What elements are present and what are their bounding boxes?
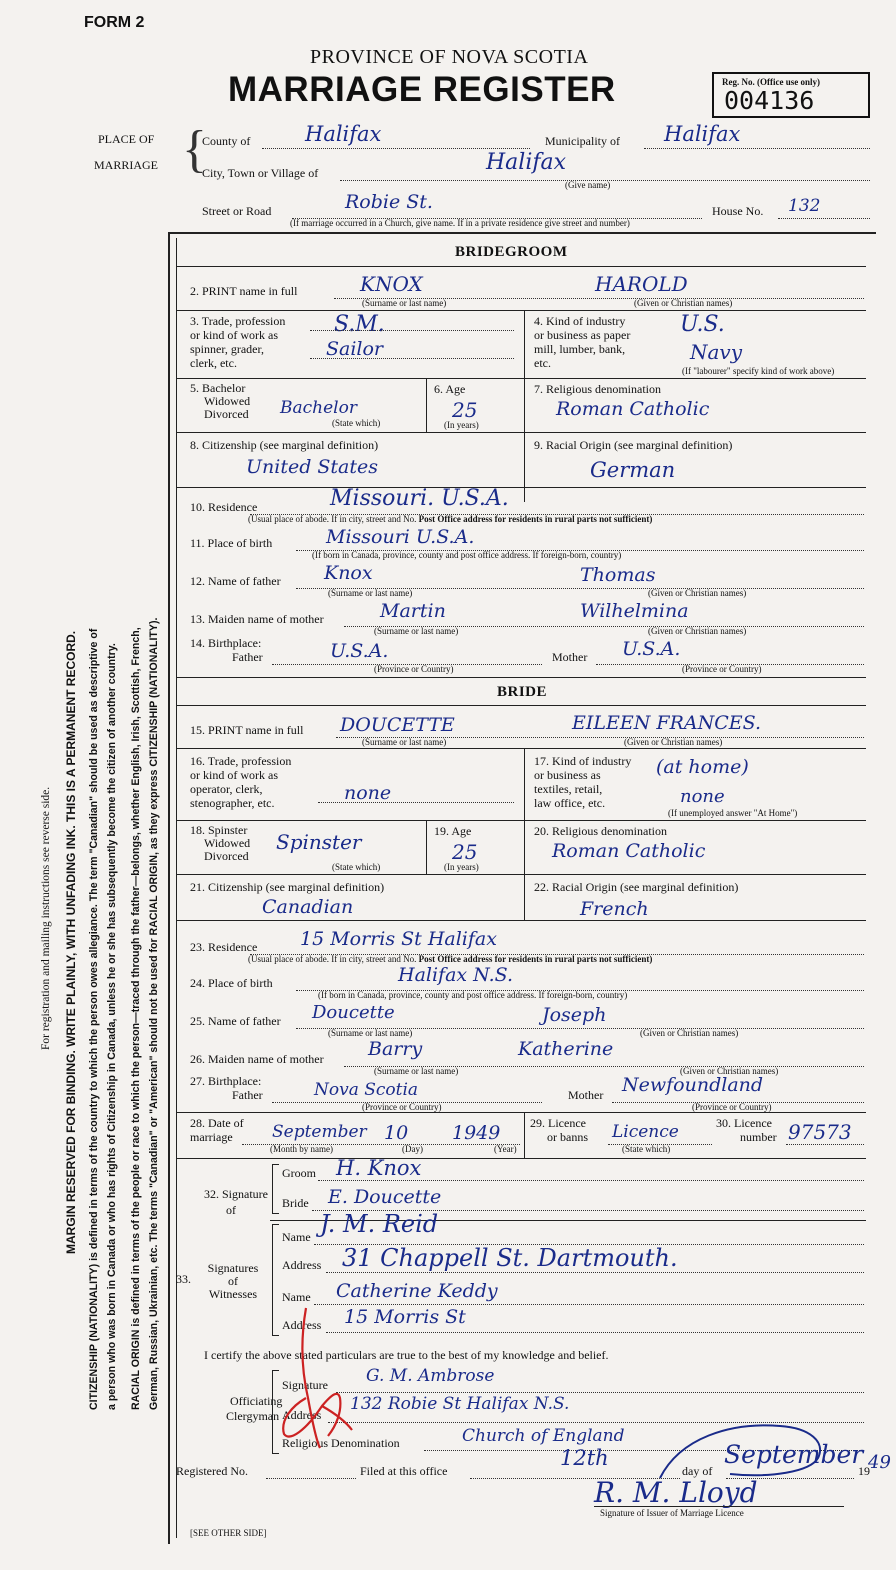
groom-bp-father: U.S.A. bbox=[330, 640, 389, 662]
bride-surname-sub: (Surname or last name) bbox=[362, 737, 447, 747]
issuer-signature: R. M. Lloyd bbox=[594, 1476, 758, 1509]
bride-residence-sub: (Usual place of abode. If in city, street and No. Post Office address for residents in rural parts not sufficient) bbox=[248, 954, 653, 964]
signature-label: 32. Signature of bbox=[204, 1187, 268, 1217]
groom-father-sub1: (Surname or last name) bbox=[328, 588, 413, 598]
groom-mother-sub1: (Surname or last name) bbox=[374, 626, 459, 636]
margin-binding-note: MARGIN RESERVED FOR BINDING. WRITE PLAINLY, WITH UNFADING INK. THIS IS A PERMANENT RECORD. bbox=[64, 630, 78, 1254]
groom-mother-given: Wilhelmina bbox=[580, 600, 689, 622]
page-title: MARRIAGE REGISTER bbox=[228, 70, 616, 109]
bride-name-label: 15. PRINT name in full bbox=[190, 723, 304, 737]
w1-name-label: Name bbox=[282, 1230, 311, 1244]
w2-name-label: Name bbox=[282, 1290, 311, 1304]
bride-religion-label: 20. Religious denomination bbox=[534, 824, 667, 838]
province-heading: PROVINCE OF NOVA SCOTIA bbox=[310, 46, 589, 68]
filed-year-prefix: 19 bbox=[858, 1464, 870, 1478]
groom-industry-sub: (If "labourer" specify kind of work above) bbox=[682, 366, 835, 376]
groom-bp-mother: U.S.A. bbox=[622, 638, 681, 660]
witness2-name: Catherine Keddy bbox=[336, 1280, 498, 1302]
bride-trade: none bbox=[344, 782, 392, 804]
groom-citizenship: United States bbox=[246, 456, 379, 478]
groom-residence-label: 10. Residence bbox=[190, 500, 258, 514]
groom-bp-father-label: Father bbox=[232, 650, 263, 664]
licence-type: Licence bbox=[612, 1122, 679, 1142]
day-of-label: day of bbox=[682, 1464, 713, 1478]
bride-given-sub: (Given or Christian names) bbox=[624, 737, 723, 747]
filed-day: 12th bbox=[560, 1446, 609, 1470]
groom-birth-sub: (If born in Canada, province, county and post office address. If foreign-born, country) bbox=[312, 550, 622, 560]
bride-surname: DOUCETTE bbox=[340, 714, 455, 736]
clergy-label: Officiating Clergyman bbox=[226, 1394, 283, 1423]
witness1-address: 31 Chappell St. Dartmouth. bbox=[342, 1244, 678, 1272]
groom-citizenship-label: 8. Citizenship (see marginal definition) bbox=[190, 438, 379, 452]
bride-status-sub: (State which) bbox=[332, 862, 381, 872]
groom-residence: Missouri. U.S.A. bbox=[330, 486, 509, 511]
street-label: Street or Road bbox=[202, 204, 272, 218]
groom-trade-label: 3. Trade, profession or kind of work as spinner, grader, clerk, etc. bbox=[190, 314, 286, 370]
bride-mother-sub2: (Given or Christian names) bbox=[680, 1066, 779, 1076]
licence-type-label: 29. Licence or banns bbox=[530, 1116, 588, 1144]
bride-age-label: 19. Age bbox=[434, 824, 472, 838]
bride-residence: 15 Morris St Halifax bbox=[300, 928, 497, 950]
w1-addr-label: Address bbox=[282, 1258, 322, 1272]
marriage-day: 10 bbox=[384, 1122, 409, 1144]
groom-bp-mother-label: Mother bbox=[552, 650, 588, 664]
place-brace: { bbox=[182, 121, 207, 178]
county-value: Halifax bbox=[305, 122, 382, 146]
filed-label: Filed at this office bbox=[360, 1464, 448, 1478]
margin-citizenship-2: a person who was born in Canada or who has rights of Citizenship in Canada, unless he or she has subsequently become the citizen of another country. bbox=[106, 643, 118, 1410]
groom-trade: S.M. bbox=[334, 312, 385, 337]
bride-given: EILEEN FRANCES. bbox=[572, 712, 762, 734]
witness2-address: 15 Morris St bbox=[344, 1306, 466, 1328]
groom-father-sub2: (Given or Christian names) bbox=[648, 588, 747, 598]
reg-number-value: 004136 bbox=[724, 86, 815, 115]
groom-industry-2: Navy bbox=[690, 340, 743, 364]
bride-bp-father-label: Father bbox=[232, 1088, 263, 1102]
street-value: Robie St. bbox=[345, 191, 433, 213]
groom-mother-sub2: (Given or Christian names) bbox=[648, 626, 747, 636]
groom-racial-label: 9. Racial Origin (see marginal definition) bbox=[534, 438, 733, 452]
clergy-denomination: Church of England bbox=[462, 1426, 625, 1446]
groom-mother-surname: Martin bbox=[380, 600, 446, 622]
bride-father-surname: Doucette bbox=[312, 1002, 395, 1023]
groom-father-surname: Knox bbox=[324, 562, 373, 584]
groom-mother-label: 13. Maiden name of mother bbox=[190, 612, 324, 626]
bride-father-sub1: (Surname or last name) bbox=[328, 1028, 413, 1038]
groom-status: Bachelor bbox=[280, 398, 357, 418]
bride-father-given: Joseph bbox=[542, 1004, 607, 1026]
bride-birth-label: 24. Place of birth bbox=[190, 976, 273, 990]
bride-trade-label: 16. Trade, profession or kind of work as operator, clerk, stenographer, etc. bbox=[190, 754, 292, 810]
bride-status: Spinster bbox=[276, 830, 362, 854]
place-label-1: PLACE OF bbox=[98, 132, 155, 146]
groom-signature: H. Knox bbox=[336, 1156, 422, 1180]
red-check-mark bbox=[266, 1302, 362, 1452]
bride-heading: BRIDE bbox=[497, 684, 548, 700]
groom-religion-label: 7. Religious denomination bbox=[534, 382, 661, 396]
issuer-flourish bbox=[650, 1418, 830, 1488]
groom-status-label: 5. Bachelor Widowed Divorced bbox=[190, 381, 251, 421]
witness-num: 33. bbox=[176, 1272, 191, 1286]
bride-industry-label: 17. Kind of industry or business as textiles, retail, law office, etc. bbox=[534, 754, 632, 810]
bride-birth: Halifax N.S. bbox=[398, 964, 513, 986]
bride-mother-given: Katherine bbox=[518, 1038, 614, 1060]
licence-type-sub: (State which) bbox=[622, 1144, 671, 1154]
clergy-address: 132 Robie St Halifax N.S. bbox=[350, 1394, 570, 1414]
clergy-sig-label: Signature bbox=[282, 1378, 328, 1392]
groom-industry: U.S. bbox=[680, 312, 725, 337]
city-label: City, Town or Village of bbox=[202, 166, 319, 180]
clergy-denom-label: Religious Denomination bbox=[282, 1436, 400, 1450]
registered-no-label: Registered No. bbox=[176, 1464, 248, 1478]
bride-religion: Roman Catholic bbox=[552, 840, 706, 862]
margin-instructions: For registration and mailing instructions see reverse side. bbox=[40, 786, 52, 1050]
bride-father-label: 25. Name of father bbox=[190, 1014, 281, 1028]
bride-birth-sub: (If born in Canada, province, county and post office address. If foreign-born, country) bbox=[318, 990, 628, 1000]
bride-age-sub: (In years) bbox=[444, 862, 479, 872]
groom-bp-sub2: (Province or Country) bbox=[682, 664, 762, 674]
reg-number-label: Reg. No. (Office use only) bbox=[722, 77, 820, 87]
marriage-month: September bbox=[272, 1122, 367, 1142]
bride-citizenship: Canadian bbox=[262, 896, 354, 918]
bride-citizenship-label: 21. Citizenship (see marginal definition) bbox=[190, 880, 385, 894]
bride-industry-2: none bbox=[680, 786, 725, 807]
w2-addr-label: Address bbox=[282, 1318, 322, 1332]
bride-industry-sub: (If unemployed answer "At Home") bbox=[668, 808, 798, 818]
bride-bp-mother-label: Mother bbox=[568, 1088, 604, 1102]
groom-racial: German bbox=[590, 458, 676, 482]
witness1-name: J. M. Reid bbox=[320, 1210, 439, 1238]
groom-trade-2: Sailor bbox=[326, 338, 384, 360]
groom-father-label: 12. Name of father bbox=[190, 574, 281, 588]
groom-religion: Roman Catholic bbox=[556, 398, 710, 420]
reg-number-box bbox=[712, 72, 870, 118]
bride-residence-label: 23. Residence bbox=[190, 940, 258, 954]
groom-age-sub: (In years) bbox=[444, 420, 479, 430]
bride-bp-label: 27. Birthplace: bbox=[190, 1074, 262, 1088]
place-label-2: MARRIAGE bbox=[94, 158, 159, 172]
bridegroom-heading: BRIDEGROOM bbox=[455, 244, 568, 260]
certify-statement: I certify the above stated particulars are true to the best of my knowledge and belief. bbox=[204, 1348, 609, 1362]
city-value: Halifax bbox=[486, 150, 567, 175]
licence-number: 97573 bbox=[788, 1120, 852, 1144]
bride-industry: (at home) bbox=[656, 756, 749, 778]
groom-status-sub: (State which) bbox=[332, 418, 381, 428]
bride-status-label: 18. Spinster Widowed Divorced bbox=[190, 823, 251, 863]
groom-birth-label: 11. Place of birth bbox=[190, 536, 273, 550]
groom-age-label: 6. Age bbox=[434, 382, 466, 396]
groom-bp-label: 14. Birthplace: bbox=[190, 636, 262, 650]
bride-mother-sub1: (Surname or last name) bbox=[374, 1066, 459, 1076]
groom-given: HAROLD bbox=[595, 272, 688, 296]
bride-bp-sub1: (Province or Country) bbox=[362, 1102, 442, 1112]
bride-bp-mother: Newfoundland bbox=[622, 1074, 764, 1096]
groom-age: 25 bbox=[452, 398, 478, 422]
bride-mother-surname: Barry bbox=[368, 1038, 423, 1060]
clergy-signature: G. M. Ambrose bbox=[366, 1366, 495, 1386]
groom-surname: KNOX bbox=[360, 272, 423, 296]
bride-age: 25 bbox=[452, 840, 478, 864]
marriage-year-sub: (Year) bbox=[494, 1144, 517, 1154]
groom-birth: Missouri U.S.A. bbox=[326, 526, 475, 548]
form-number: FORM 2 bbox=[84, 14, 145, 31]
county-label: County of bbox=[202, 134, 251, 148]
bride-bp-sub2: (Province or Country) bbox=[692, 1102, 772, 1112]
groom-industry-label: 4. Kind of industry or business as paper mill, lumber, bank, etc. bbox=[534, 314, 631, 370]
groom-bp-sub1: (Province or Country) bbox=[374, 664, 454, 674]
bride-sig-label: Bride bbox=[282, 1196, 309, 1210]
groom-father-given: Thomas bbox=[580, 564, 656, 586]
witness-label: Signatures of Witnesses bbox=[207, 1261, 259, 1301]
bride-racial: French bbox=[580, 898, 649, 920]
filed-year: 49 bbox=[868, 1452, 891, 1473]
marriage-date-label: 28. Date of marriage bbox=[190, 1116, 244, 1144]
marriage-year: 1949 bbox=[452, 1122, 501, 1144]
bride-father-sub2: (Given or Christian names) bbox=[640, 1028, 739, 1038]
margin-racial-1: RACIAL ORIGIN is defined in terms of the people or race to which the person—traced through the father—belongs, whether English, Irish, Scottish, French, bbox=[130, 627, 142, 1410]
city-sublabel: (Give name) bbox=[565, 180, 611, 190]
municipality-label: Municipality of bbox=[545, 134, 620, 148]
marriage-month-sub: (Month by name) bbox=[270, 1144, 333, 1154]
see-other-side: [SEE OTHER SIDE] bbox=[190, 1528, 267, 1538]
street-note: (If marriage occurred in a Church, give name. If in a private residence give street and number) bbox=[290, 218, 630, 228]
groom-given-sub: (Given or Christian names) bbox=[634, 298, 733, 308]
groom-surname-sub: (Surname or last name) bbox=[362, 298, 447, 308]
municipality-value: Halifax bbox=[664, 122, 741, 146]
house-label: House No. bbox=[712, 204, 764, 218]
house-value: 132 bbox=[788, 196, 821, 216]
issuer-label: Signature of Issuer of Marriage Licence bbox=[600, 1508, 744, 1518]
groom-residence-sub: (Usual place of abode. If in city, street and No. Post Office address for residents in rural parts not sufficient) bbox=[248, 514, 653, 524]
licence-number-label: 30. Licence number bbox=[716, 1116, 777, 1144]
bride-mother-label: 26. Maiden name of mother bbox=[190, 1052, 324, 1066]
clergy-addr-label: Address bbox=[282, 1408, 322, 1422]
margin-citizenship-1: CITIZENSHIP (NATIONALITY) is defined in terms of the country to which the person owes allegiance. The term "Canadian" should be used as descriptive of bbox=[88, 628, 100, 1410]
bride-signature: E. Doucette bbox=[328, 1186, 442, 1208]
marriage-day-sub: (Day) bbox=[402, 1144, 423, 1154]
groom-sig-label: Groom bbox=[282, 1166, 316, 1180]
filed-month: September bbox=[724, 1440, 864, 1469]
bride-bp-father: Nova Scotia bbox=[314, 1080, 419, 1100]
margin-racial-2: German, Russian, Ukrainian, etc. The terms "Canadian" or "American" should not be used for RACIAL ORIGIN, as they express CITIZENSHIP (NATIONALITY). bbox=[148, 617, 160, 1410]
bride-racial-label: 22. Racial Origin (see marginal definition) bbox=[534, 880, 739, 894]
groom-name-label: 2. PRINT name in full bbox=[190, 284, 298, 298]
